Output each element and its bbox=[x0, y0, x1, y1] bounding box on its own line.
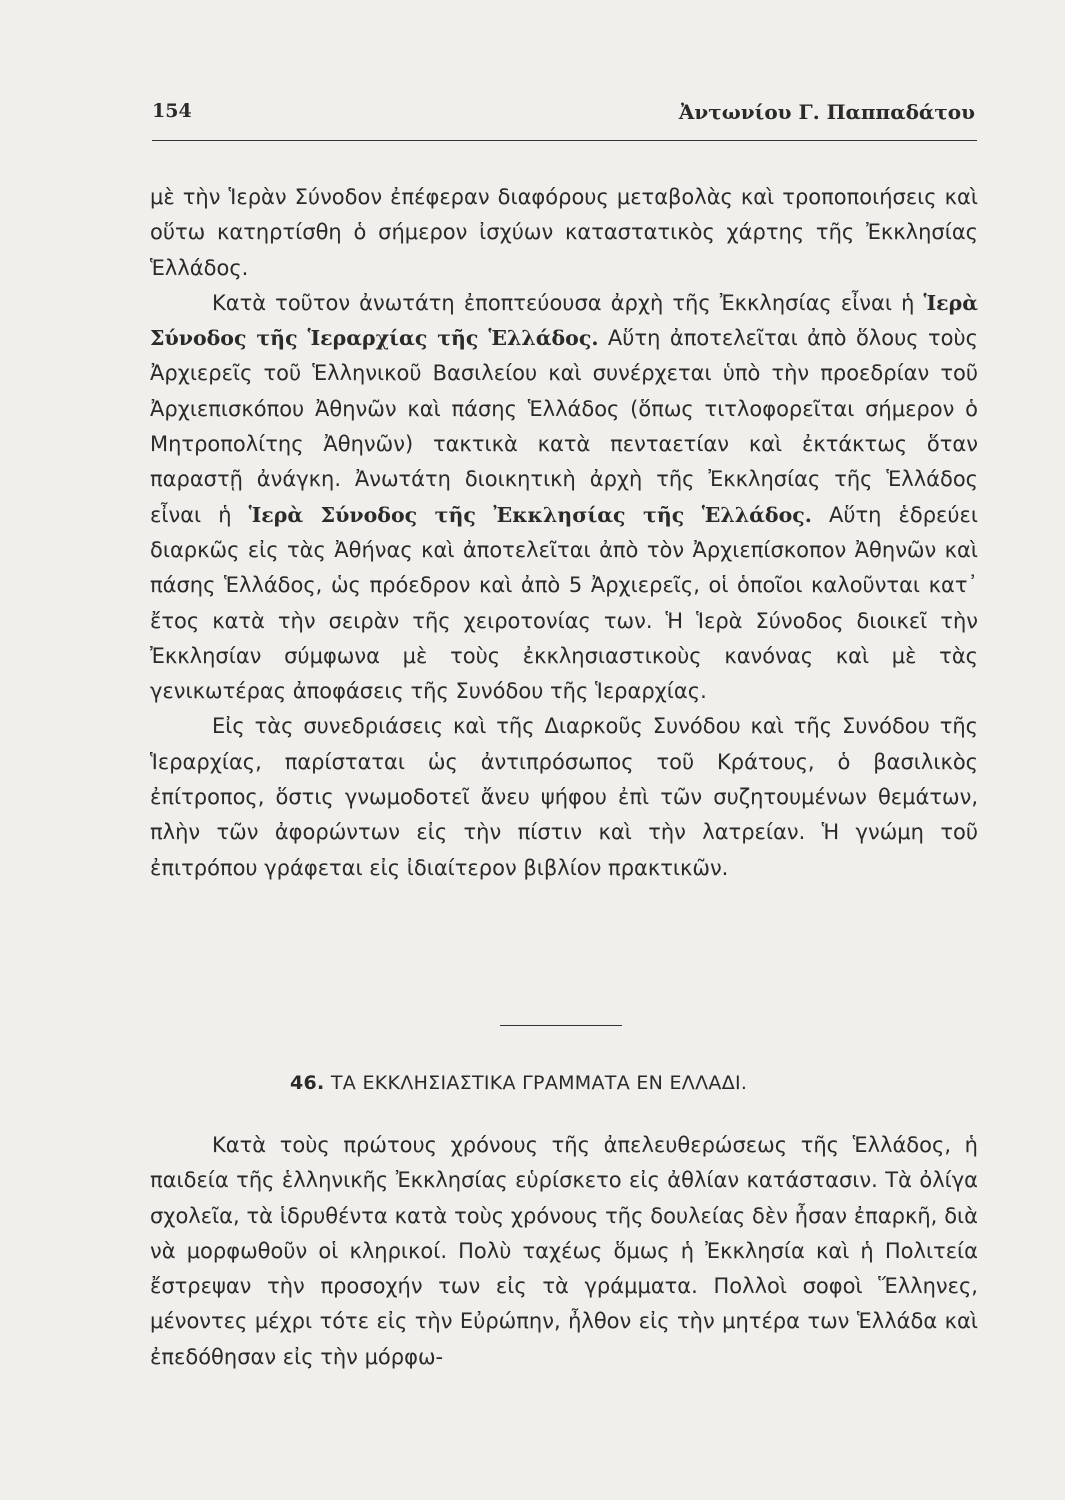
body-text bbox=[150, 180, 978, 886]
paragraph-2 bbox=[150, 286, 978, 710]
holy-synod-church-term: Ἱερὰ Σύνοδος τῆς Ἐκκλησίας τῆς Ἑλλάδος. bbox=[248, 502, 812, 527]
section-title: ΤΑ ΕΚΚΛΗΣΙΑΣΤΙΚΑ ΓΡΑΜΜΑΤΑ ΕΝ ΕΛΛΑΔΙ. bbox=[330, 1072, 748, 1094]
paragraph-1: μὲ τὴν Ἱερὰν Σύνοδον ἐπέφεραν διαφόρους μεταβολὰς καὶ τροποποιήσεις καὶ οὕτω κατηρτίσθη ὁ σήμερον ἰσχύων καταστατικὸς χάρτης τῆς Ἐκκλησίας Ἑλλάδος. bbox=[150, 185, 978, 280]
paragraph-3: Εἰς τὰς συνεδριάσεις καὶ τῆς Διαρκοῦς Συνόδου καὶ τῆς Συνόδου τῆς Ἱεραρχίας, παρίσταται ὡς ἀντιπρόσωπος τοῦ Κράτους, ὁ βασιλικὸς ἐπίτροπος, ὅστις γνωμοδοτεῖ ἄνευ ψήφου ἐπὶ τῶν συζητουμένων θεμάτων, πλὴν τῶν ἀφορώντων εἰς τὴν πίστιν καὶ τὴν λατρείαν. Ἡ γνώμη τοῦ ἐπιτρόπου γράφεται εἰς ἰδιαίτερον βιβλίον πρακτικῶν. bbox=[150, 714, 978, 880]
paragraph-2-text-b: Αὕτη ἀποτελεῖται ἀπὸ ὅλους τοὺς Ἀρχιερεῖς τοῦ Ἑλληνικοῦ Βασιλείου καὶ συνέρχεται ὑπὸ τὴν προεδρίαν τοῦ Ἀρχιεπισκόπου Ἀθηνῶν καὶ πάσης Ἑλλάδος (ὅπως τιτλοφορεῖται σήμερον ὁ Μητροπολίτης Ἀθηνῶν) τακτικὰ κατὰ πενταετίαν καὶ ἐκτάκτως ὅταν παραστῇ ἀνάγκη. Ἀνωτάτη διοικητικὴ ἀρχὴ τῆς Ἐκκλησίας τῆς Ἑλλάδος εἶναι ἡ bbox=[150, 326, 978, 527]
section-body-text bbox=[150, 1128, 978, 1375]
section-divider bbox=[500, 1025, 622, 1026]
page-header bbox=[152, 100, 977, 141]
section-number: 46. bbox=[290, 1072, 325, 1094]
section-heading bbox=[290, 1072, 747, 1094]
running-head: Ἀντωνίου Γ. Παππαδάτου bbox=[678, 100, 975, 124]
paragraph-2-text-a: Κατὰ τοῦτον ἀνωτάτη ἐποπτεύουσα ἀρχὴ τῆς Ἐκκλησίας εἶναι ἡ bbox=[212, 290, 924, 315]
paragraph-2-text-c: Αὕτη ἑδρεύει διαρκῶς εἰς τὰς Ἀθήνας καὶ ἀποτελεῖται ἀπὸ τὸν Ἀρχιεπίσκοπον Ἀθηνῶν καὶ πάσης Ἑλλάδος, ὡς πρόεδρον καὶ ἀπὸ 5 Ἀρχιερεῖς, οἱ ὁποῖοι καλοῦνται κατ᾽ ἔτος κατὰ τὴν σειρὰν τῆς χειροτονίας των. Ἡ Ἱερὰ Σύνοδος διοικεῖ τὴν Ἐκκλησίαν σύμφωνα μὲ τοὺς ἐκκλησιαστικοὺς κανόνας καὶ μὲ τὰς γενικωτέρας ἀποφάσεις τῆς Συνόδου τῆς Ἱεραρχίας. bbox=[150, 502, 978, 704]
holy-synod-hierarchy-term: Ἱερὰ Σύνοδος τῆς Ἱεραρχίας τῆς Ἑλλάδος. bbox=[150, 290, 978, 351]
paragraph-4: Κατὰ τοὺς πρώτους χρόνους τῆς ἀπελευθερώσεως τῆς Ἑλλάδος, ἡ παιδεία τῆς ἑλληνικῆς Ἐκκλησίας εὑρίσκετο εἰς ἀθλίαν κατάστασιν. Τὰ ὀλίγα σχολεῖα, τὰ ἱδρυθέντα κατὰ τοὺς χρόνους τῆς δουλείας δὲν ἦσαν ἐπαρκῆ, διὰ νὰ μορφωθοῦν οἱ κληρικοί. Πολὺ ταχέως ὅμως ἡ Ἐκκλησία καὶ ἡ Πολιτεία ἔστρεψαν τὴν προσοχήν των εἰς τὰ γράμματα. Πολλοὶ σοφοὶ Ἕλληνες, μένοντες μέχρι τότε εἰς τὴν Εὐρώπην, ἦλθον εἰς τὴν μητέρα των Ἑλλάδα καὶ ἐπεδόθησαν εἰς τὴν μόρφω- bbox=[150, 1133, 978, 1369]
page-number: 154 bbox=[152, 100, 192, 122]
